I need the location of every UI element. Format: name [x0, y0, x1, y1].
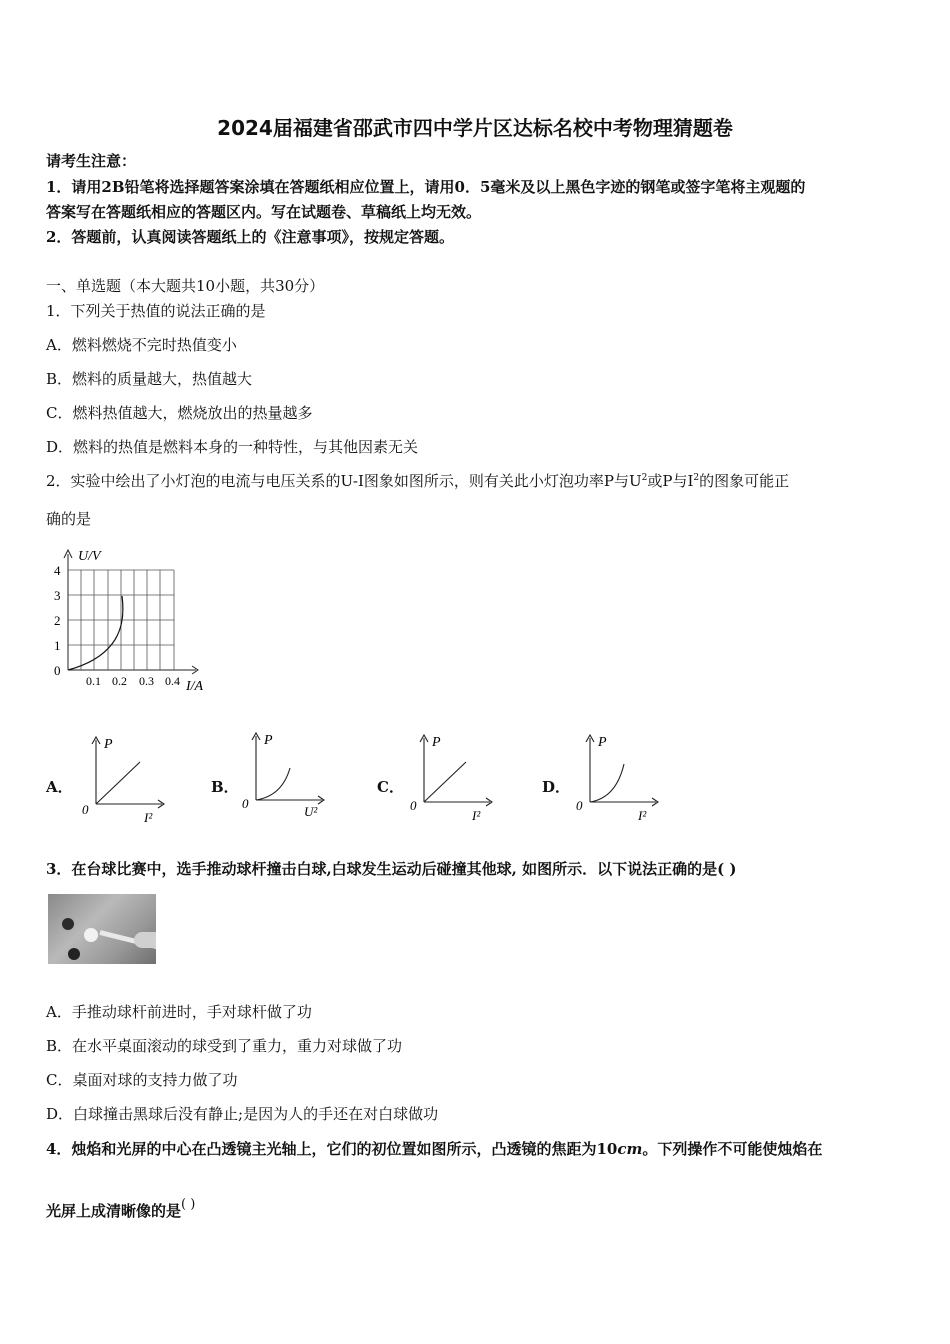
- graph-ytick: 4: [54, 563, 61, 578]
- svg-text:0: 0: [242, 796, 249, 811]
- graph-xtick: 0.4: [165, 674, 180, 688]
- ui-curve: [68, 596, 123, 670]
- notice-heading: 请考生注意：: [46, 152, 137, 170]
- q1-option-b: B．燃料的质量越大，热值越大: [46, 370, 253, 388]
- graph-ylabel: U/V: [78, 549, 101, 564]
- q1-option-c: C．燃料热值越大，燃烧放出的热量越多: [46, 404, 313, 422]
- q1-option-a: A．燃料燃烧不完时热值变小: [46, 336, 237, 354]
- svg-text:I²: I²: [472, 808, 481, 823]
- svg-text:I²: I²: [144, 810, 153, 825]
- ui-graph: [46, 544, 216, 694]
- graph-xlabel: I/A: [186, 679, 204, 694]
- q2-stem-cont: 确的是: [46, 510, 92, 528]
- q2-option-a-graph: [78, 732, 168, 828]
- ball-icon: [62, 918, 74, 930]
- section-heading: 一、单选题（本大题共10小题，共30分）: [46, 277, 325, 295]
- graph-ytick: 2: [54, 613, 61, 628]
- svg-text:I²: I²: [638, 808, 647, 823]
- q4-stem: 4．烛焰和光屏的中心在凸透镜主光轴上，它们的初位置如图所示，凸透镜的焦距为10cm。下列操作不可能使烛焰在: [46, 1140, 823, 1158]
- answer-paren: ( ): [181, 1197, 196, 1212]
- graph-xtick: 0.2: [112, 674, 127, 688]
- graph-ytick: 1: [54, 638, 61, 653]
- q2-option-c-graph: [406, 730, 506, 826]
- q2-option-c-label: C．: [377, 778, 404, 796]
- page-title: 2024届福建省邵武市四中学片区达标名校中考物理猜题卷: [217, 116, 733, 140]
- svg-text:P: P: [264, 733, 273, 748]
- graph-ytick: 0: [54, 663, 61, 678]
- svg-text:0: 0: [576, 798, 583, 813]
- graph-xtick: 0.1: [86, 674, 101, 688]
- svg-text:P: P: [432, 735, 441, 750]
- q3-stem: 3．在台球比赛中，选手推动球杆撞击白球,白球发生运动后碰撞其他球, 如图所示．以下说法正确的是( ): [46, 860, 737, 878]
- svg-text:P: P: [104, 737, 113, 752]
- q4-stem-cont: 光屏上成清晰像的是( ): [46, 1197, 196, 1220]
- q2-option-b-graph: [238, 728, 338, 824]
- q2-option-a-label: A．: [46, 778, 73, 796]
- graph-xtick: 0.3: [139, 674, 154, 688]
- ball-icon: [68, 948, 80, 960]
- svg-text:U²: U²: [304, 804, 318, 819]
- q2-option-d-graph: [572, 730, 672, 826]
- notice-line-2: 2．答题前，认真阅读答题纸上的《注意事项》，按规定答题。: [46, 228, 454, 246]
- billiards-photo: [48, 894, 156, 964]
- q2-stem: 2．实验中绘出了小灯泡的电流与电压关系的U-I图象如图所示，则有关此小灯泡功率P与$U^2$或P与$I^2$的图象可能正: [46, 472, 790, 490]
- q3-option-a: A．手推动球杆前进时，手对球杆做了功: [46, 1003, 312, 1021]
- hand: [134, 932, 156, 948]
- q1-stem: 1．下列关于热值的说法正确的是: [46, 302, 266, 320]
- q2-option-d-label: D．: [542, 778, 571, 796]
- ball-icon: [84, 928, 98, 942]
- notice-line-1: 1．请用2B铅笔将选择题答案涂填在答题纸相应位置上，请用0．5毫米及以上黑色字迹的钢笔或签字笔将主观题的: [46, 178, 806, 196]
- q3-option-c: C．桌面对球的支持力做了功: [46, 1071, 238, 1089]
- svg-text:0: 0: [410, 798, 417, 813]
- q2-option-b-label: B．: [211, 778, 239, 796]
- graph-ytick: 3: [54, 588, 61, 603]
- q1-option-d: D．燃料的热值是燃料本身的一种特性，与其他因素无关: [46, 438, 419, 456]
- notice-line-1b: 答案写在答题纸相应的答题区内。写在试题卷、草稿纸上均无效。: [46, 203, 482, 221]
- svg-text:P: P: [598, 735, 607, 750]
- svg-text:0: 0: [82, 802, 89, 817]
- q3-option-b: B．在水平桌面滚动的球受到了重力，重力对球做了功: [46, 1037, 403, 1055]
- q3-option-d: D．白球撞击黑球后没有静止;是因为人的手还在对白球做功: [46, 1105, 439, 1123]
